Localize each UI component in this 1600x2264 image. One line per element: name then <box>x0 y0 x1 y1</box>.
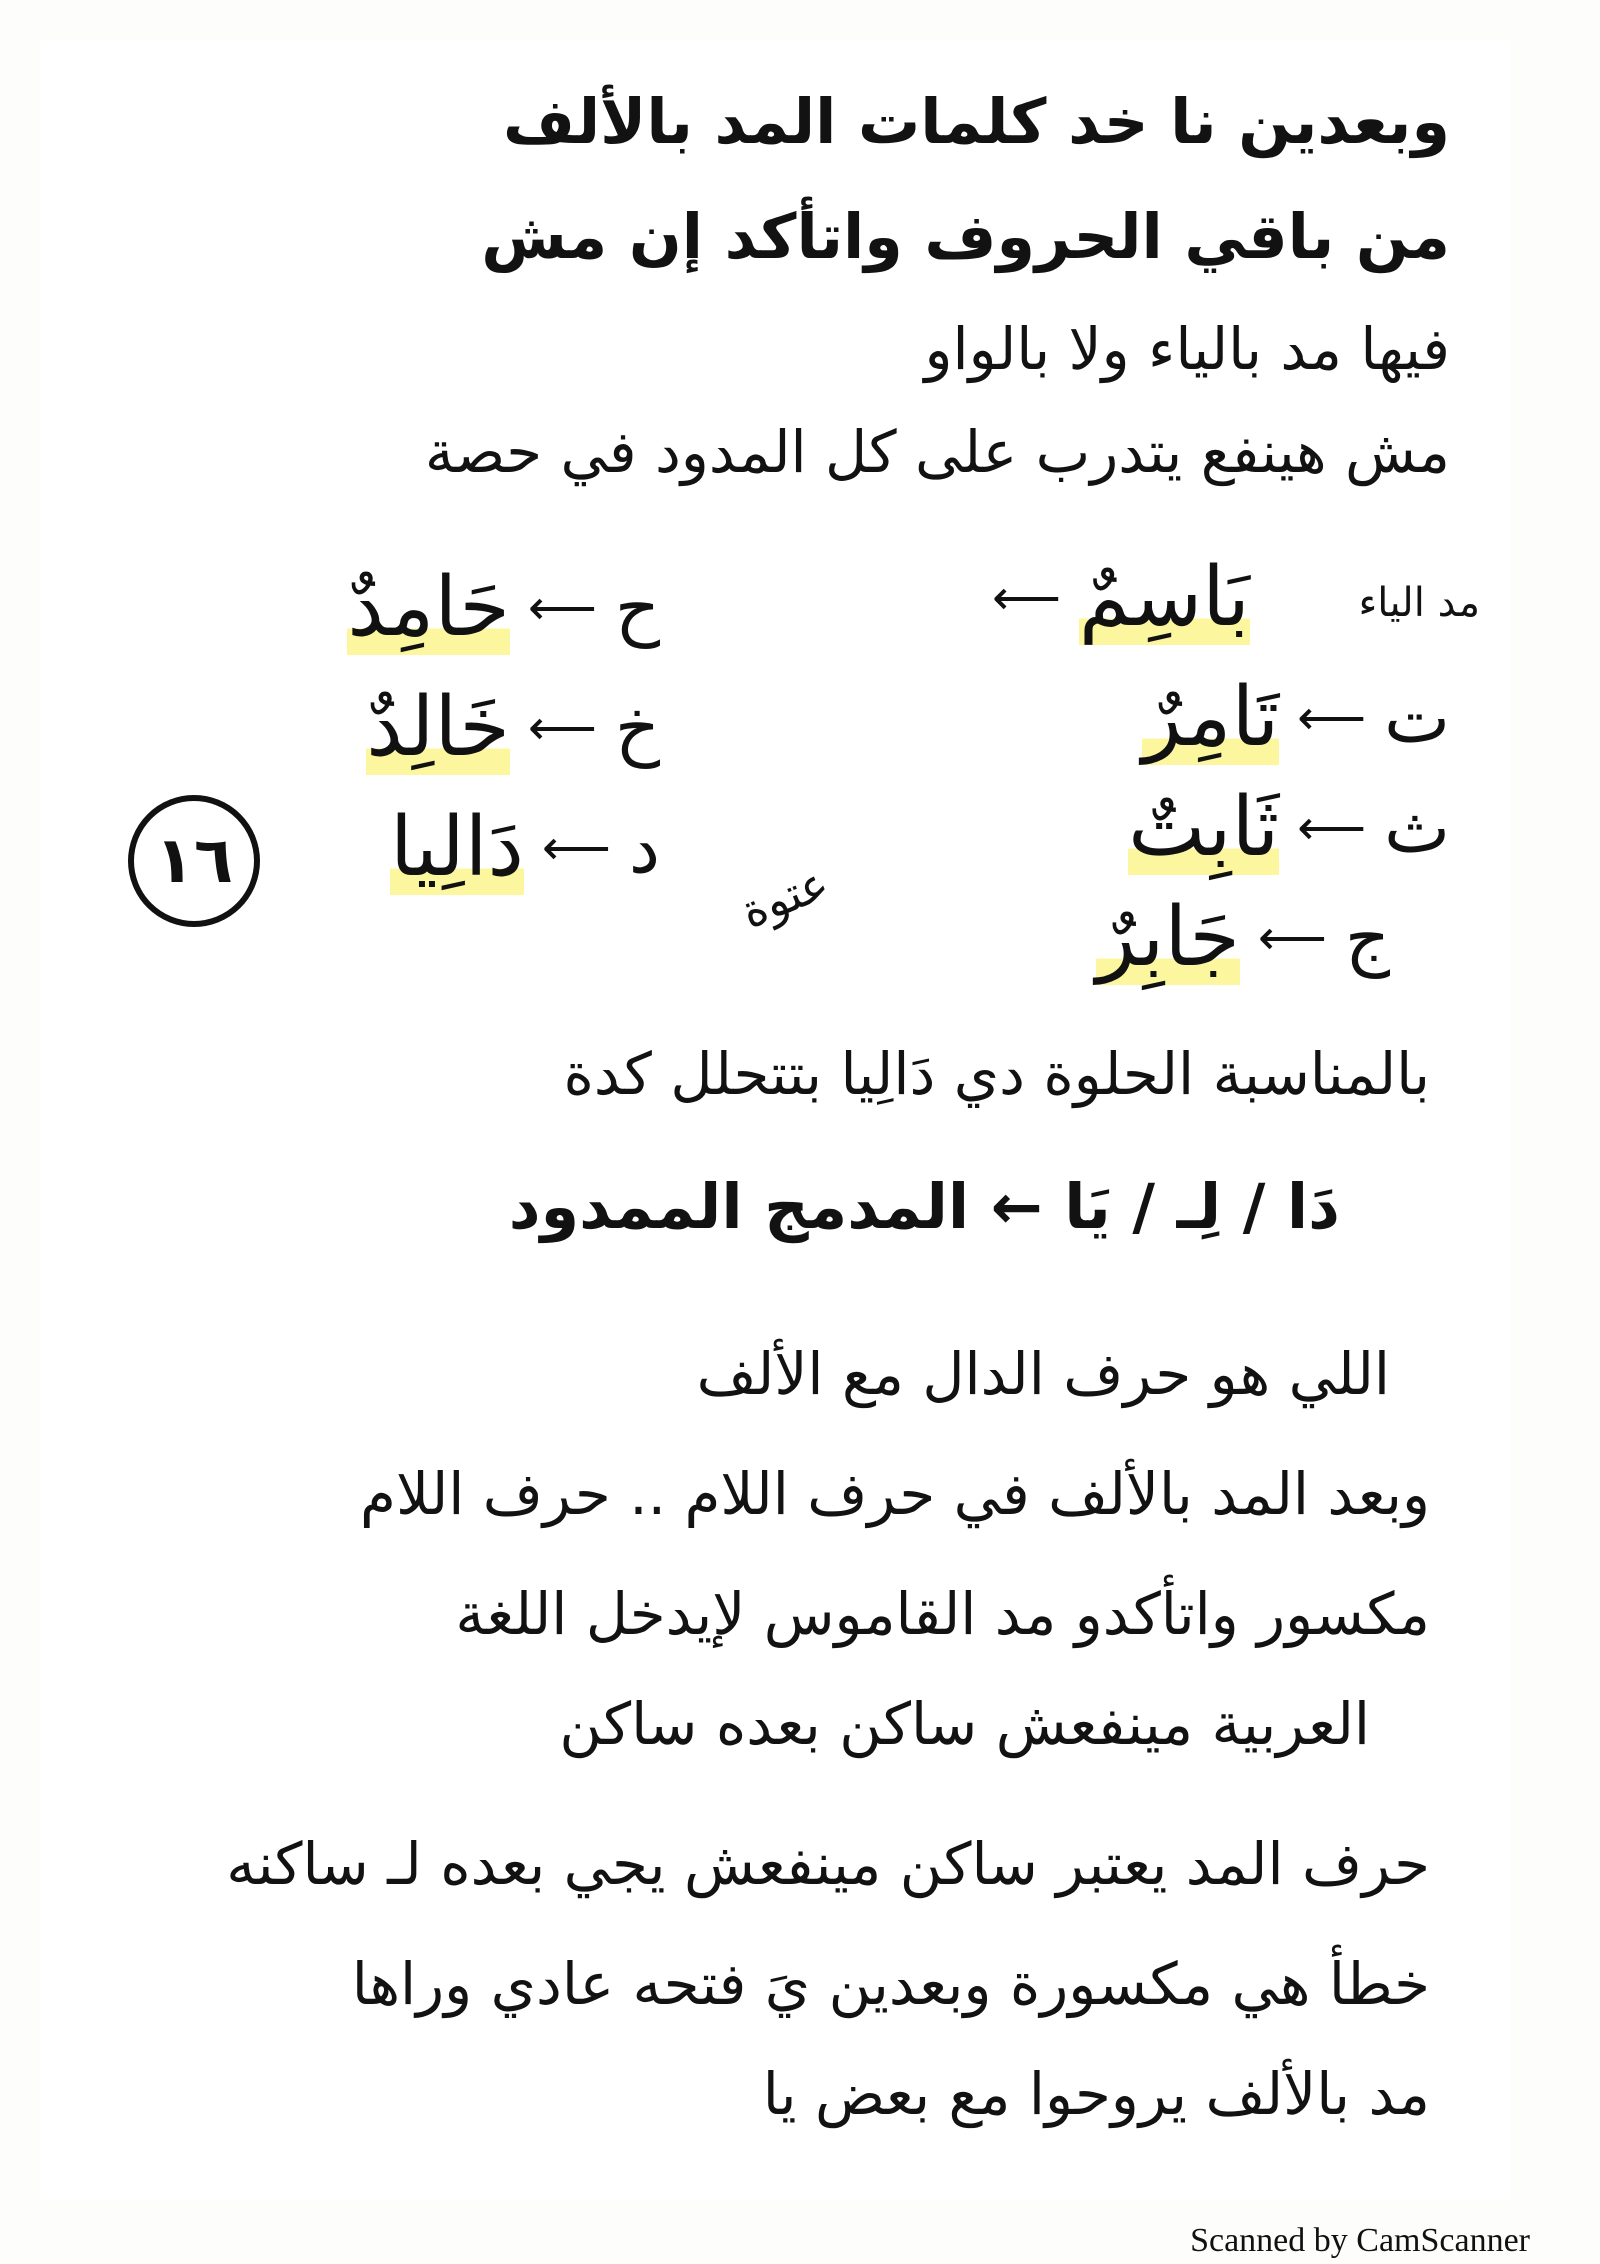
example-letter: ج <box>1344 896 1390 979</box>
text-line-3: فيها مد بالياء ولا بالواو <box>924 315 1450 383</box>
example-letter: ح <box>614 566 660 649</box>
text-line-2: من باقي الحروف واتأكد إن مش <box>481 200 1450 273</box>
arrow-icon: ⟵ <box>528 579 597 636</box>
text-line-10: العربية مينفعش ساكن بعده ساكن <box>559 1690 1370 1758</box>
example-letter: ت <box>1384 676 1450 759</box>
example-row <box>992 550 1250 645</box>
scanner-footer: Scanned by CamScanner <box>1190 2222 1530 2259</box>
example-word: حَامِدٌ <box>347 560 510 655</box>
example-word: جَابِرٌ <box>1096 890 1240 985</box>
side-note: عتوة <box>733 855 837 939</box>
text-line-5: بالمناسبة الحلوة دي دَالِيا بتتحلل كدة <box>563 1040 1430 1108</box>
example-row <box>366 680 660 775</box>
example-letter: ث <box>1384 786 1450 869</box>
arrow-icon: ⟵ <box>542 819 611 876</box>
example-row <box>1142 670 1450 765</box>
page-number-badge: ١٦ <box>128 795 260 927</box>
example-label: مد الياء <box>1358 580 1480 626</box>
text-line-8: وبعد المد بالألف في حرف اللام .. حرف اللام <box>360 1460 1430 1528</box>
example-row <box>390 800 660 895</box>
example-row <box>347 560 660 655</box>
arrow-icon: ⟵ <box>1297 799 1367 856</box>
example-word: دَالِيا <box>390 800 525 895</box>
example-row <box>1128 780 1450 875</box>
example-word: خَالِدٌ <box>366 680 510 775</box>
text-line-9: مكسور واتأكدو مد القاموس لإيدخل اللغة <box>455 1580 1430 1648</box>
example-word: تَامِرٌ <box>1142 670 1280 765</box>
arrow-icon: ⟵ <box>1258 909 1327 966</box>
arrow-icon: ⟵ <box>992 569 1061 626</box>
text-line-13: مد بالألف يروحوا مع بعض يا <box>762 2060 1430 2128</box>
example-word: بَاسِمٌ <box>1078 550 1250 645</box>
example-row <box>1096 890 1390 985</box>
text-line-4: مش هينفع يتدرب على كل المدود في حصة <box>424 418 1450 486</box>
text-line-7: اللي هو حرف الدال مع الألف <box>696 1340 1390 1408</box>
arrow-icon: ⟵ <box>1297 689 1367 746</box>
text-line-11: حرف المد يعتبر ساكن مينفعش يجي بعده لـ ساكنه <box>226 1830 1430 1898</box>
example-letter: د <box>628 806 660 889</box>
arrow-icon: ⟵ <box>528 699 597 756</box>
example-word: ثَابِتٌ <box>1128 780 1280 875</box>
text-line-1: وبعدين نا خد كلمات المد بالألف <box>503 85 1450 158</box>
text-line-12: خطأ هي مكسورة وبعدين يَ فتحه عادي وراها <box>351 1950 1430 2018</box>
example-letter: خ <box>614 686 660 769</box>
text-line-6: دَا / لِـ / يَا ← المدمج الممدود <box>508 1170 1340 1243</box>
